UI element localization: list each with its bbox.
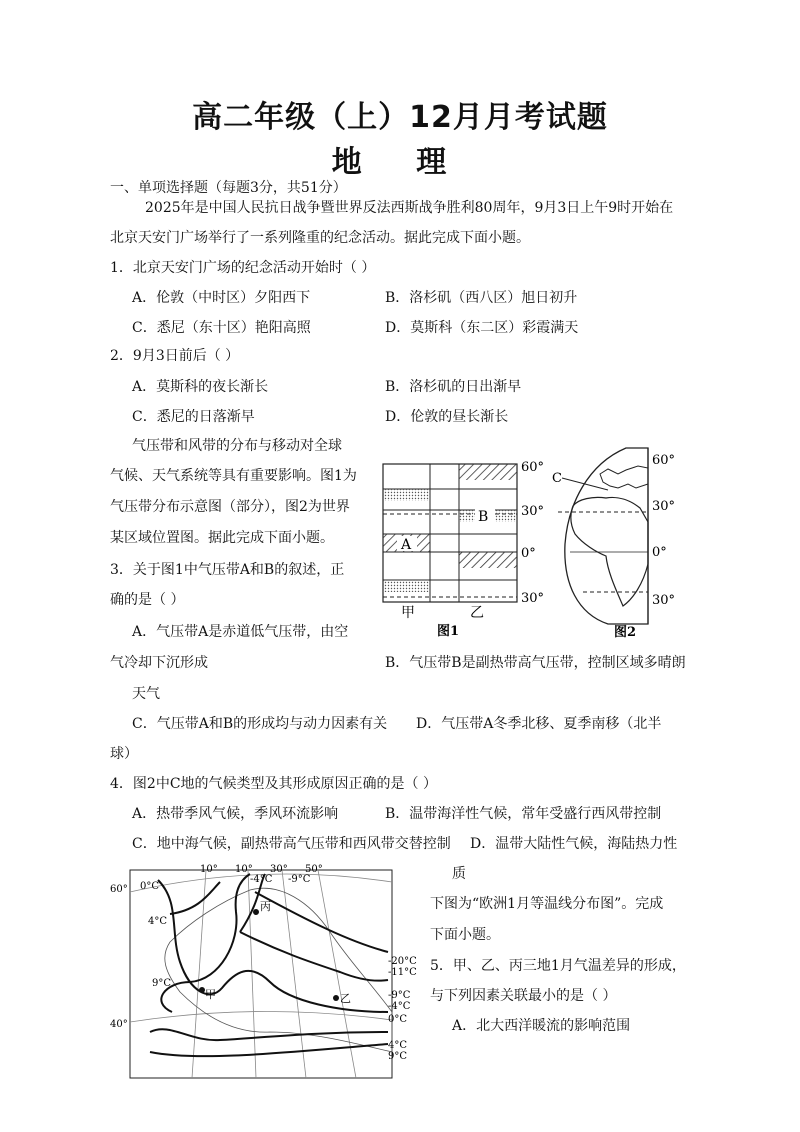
lat-60: 60° (521, 460, 545, 475)
label-jia: 甲 (205, 988, 216, 1001)
option-d: 球） (110, 746, 138, 762)
option-b: B．洛杉矶的日出渐早 (385, 379, 522, 395)
option-d: D．莫斯科（东二区）彩霞满天 (385, 320, 579, 336)
isotherm-label: -9°C (388, 990, 411, 1001)
option-b: B．温带海洋性气候，常年受盛行西风带控制 (385, 806, 662, 822)
pressure-belt-band (459, 464, 517, 480)
isotherm-label: -20°C (388, 956, 417, 967)
isotherm-label: 0°C (140, 881, 160, 892)
figure-2-region-map (548, 444, 698, 642)
isotherm-line (150, 1044, 388, 1056)
section-heading: 一、单项选择题（每题3分，共51分） (110, 180, 347, 196)
lon-30: 30° (270, 864, 288, 875)
isotherm-line (150, 1029, 388, 1040)
isotherm-label: -9°C (288, 874, 311, 885)
lat-0: 0° (652, 545, 667, 560)
lat-30: 30° (652, 499, 676, 514)
figure-2-caption: 图2 (614, 625, 637, 640)
isotherm-label: 4°C (148, 916, 168, 927)
point-yi (333, 995, 339, 1001)
label-a: A (401, 537, 412, 553)
question-stem: 与下列因素关联最小的是（ ） (430, 988, 617, 1004)
label-bing: 丙 (260, 900, 271, 913)
lon-50: 50° (305, 864, 323, 875)
pressure-belt-band (459, 552, 517, 568)
option-b: B．洛杉矶（西八区）旭日初升 (385, 290, 578, 306)
label-yi: 乙 (340, 992, 351, 1005)
intro-line: 下图为“欧洲1月等温线分布图”。完成 (430, 896, 664, 912)
subject-title: 地 理 (331, 145, 469, 180)
lat-30s: 30° (652, 593, 676, 608)
isotherm-line (158, 880, 388, 1012)
option-d: 质 (452, 866, 466, 882)
lon-10e: 10° (235, 864, 253, 875)
pressure-belt-band (383, 489, 430, 501)
lat-60: 60° (652, 453, 676, 468)
lat-60: 60° (110, 884, 128, 895)
question-stem: 确的是（ ） (110, 592, 185, 608)
page-title: 高二年级（上）12月月考试题 (192, 100, 608, 135)
figure-1-pressure-belts (375, 452, 545, 642)
question-stem: 5．甲、乙、丙三地1月气温差异的形成， (430, 958, 686, 974)
intro-line: 2025年是中国人民抗日战争暨世界反法西斯战争胜利80周年，9月3日上午9时开始在 (145, 200, 674, 216)
label-c: C (552, 471, 562, 486)
lon-10w: 10° (200, 864, 218, 875)
intro-line: 某区域位置图。据此完成下面小题。 (110, 530, 334, 546)
question-stem: 2．9月3日前后（ ） (110, 348, 240, 364)
option-a: A．伦敦（中时区）夕阳西下 (132, 290, 311, 306)
option-c: C．地中海气候，副热带高气压带和西风带交替控制 (132, 836, 451, 852)
option-b: 天气 (132, 686, 160, 702)
option-d: D．伦敦的昼长渐长 (385, 409, 509, 425)
col-jia: 甲 (401, 605, 415, 621)
isotherm-label: -11°C (388, 967, 417, 978)
isotherm-label: 9°C (388, 1051, 408, 1062)
intro-line: 北京天安门广场举行了一系列隆重的纪念活动。据此完成下面小题。 (110, 230, 530, 246)
option-a: A．莫斯科的夜长渐长 (132, 379, 269, 395)
option-b: B．气压带B是副热带高气压带，控制区域多晴朗 (385, 655, 686, 671)
lat-30s: 30° (521, 591, 545, 606)
figure-1-caption: 图1 (437, 624, 460, 639)
lat-40: 40° (110, 1019, 128, 1030)
isotherm-label: 4°C (388, 1040, 408, 1051)
option-d: D．温带大陆性气候，海陆热力性 (470, 836, 678, 852)
option-c: C．悉尼（东十区）艳阳高照 (132, 320, 311, 336)
label-b: B (478, 509, 489, 525)
isotherm-line (240, 874, 388, 981)
intro-line: 下面小题。 (430, 927, 500, 943)
isotherm-label: 0°C (388, 1014, 408, 1025)
option-c: C．气压带A和B的形成均与动力因素有关 (132, 716, 388, 732)
col-yi: 乙 (470, 605, 484, 621)
isotherm-label: -4°C (250, 874, 273, 885)
lat-0: 0° (521, 546, 536, 561)
option-a: A．气压带A是赤道低气压带，由空 (132, 624, 349, 640)
europe-isotherm-map (110, 862, 425, 1082)
option-a: 气冷却下沉形成 (110, 655, 208, 671)
isotherm-label: -4°C (388, 1001, 411, 1012)
intro-line: 气压带和风带的分布与移动对全球 (132, 438, 342, 454)
pressure-belt-band (383, 580, 430, 592)
isotherm-label: 9°C (152, 978, 172, 989)
point-bing (253, 909, 259, 915)
option-d: D．气压带A冬季北移、夏季南移（北半 (416, 716, 662, 732)
isotherm-line (255, 892, 388, 952)
intro-line: 气候、天气系统等具有重要影响。图1为 (110, 468, 357, 484)
option-a: A．北大西洋暖流的影响范围 (452, 1018, 631, 1034)
intro-line: 气压带分布示意图（部分），图2为世界 (110, 499, 350, 515)
lat-30: 30° (521, 504, 545, 519)
question-stem: 1．北京天安门广场的纪念活动开始时（ ） (110, 260, 376, 276)
question-stem: 4．图2中C地的气候类型及其形成原因正确的是（ ） (110, 776, 437, 792)
option-a: A．热带季风气候，季风环流影响 (132, 806, 339, 822)
option-c: C．悉尼的日落渐早 (132, 409, 255, 425)
question-stem: 3．关于图1中气压带A和B的叙述，正 (110, 562, 345, 578)
europe-coast (600, 466, 648, 488)
